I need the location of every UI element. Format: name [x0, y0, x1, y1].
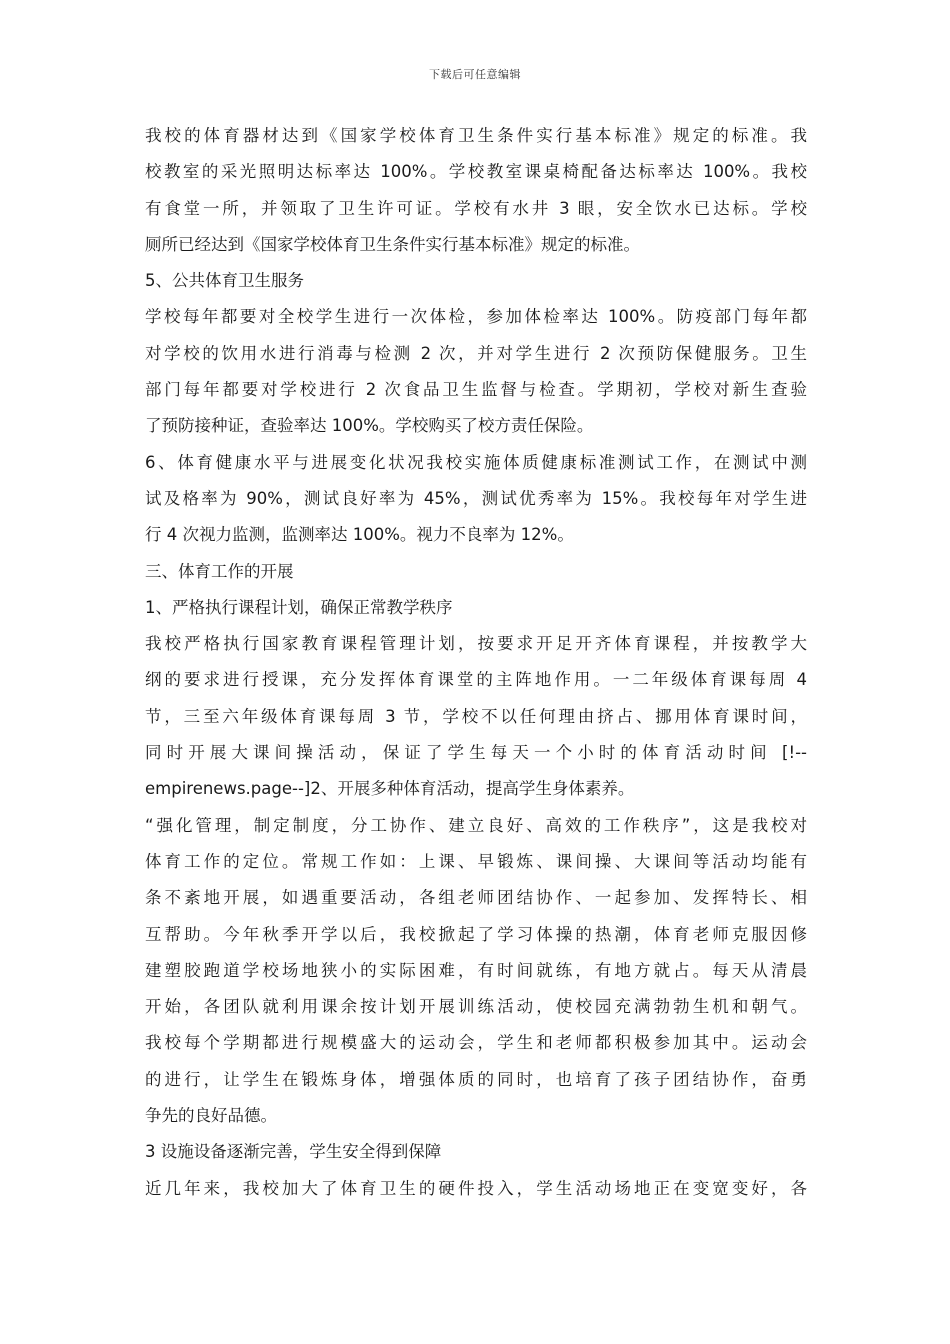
paragraph-line: 6、体育健康水平与进展变化状况我校实施体质健康标准测试工作，在测试中测 — [145, 452, 807, 472]
paragraph-line: 节，三至六年级体育课每周 3 节，学校不以任何理由挤占、挪用体育课时间， — [145, 706, 807, 726]
section-heading-line: 3 设施设备逐渐完善，学生安全得到保障 — [145, 1142, 442, 1162]
paragraph-line: empirenews.page--]2、开展多种体育活动，提高学生身体素养。 — [145, 779, 635, 799]
paragraph-line: 厕所已经达到《国家学校体育卫生条件实行基本标准》规定的标准。 — [145, 234, 640, 254]
paragraph-line: “强化管理，制定制度，分工协作、建立良好、高效的工作秩序”，这是我校对 — [145, 815, 807, 835]
paragraph-line: 对学校的饮用水进行消毒与检测 2 次，并对学生进行 2 次预防保健服务。卫生 — [145, 343, 807, 363]
paragraph-line: 互帮助。今年秋季开学以后，我校掀起了学习体操的热潮，体育老师克服因修 — [145, 924, 807, 944]
paragraph-line: 同时开展大课间操活动，保证了学生每天一个小时的体育活动时间 [!-- — [145, 743, 807, 763]
paragraph-line: 校教室的采光照明达标率达 100%。学校教室课桌椅配备达标率达 100%。我校 — [145, 162, 807, 182]
paragraph-line: 试及格率为 90%，测试良好率为 45%，测试优秀率为 15%。我校每年对学生进 — [145, 488, 807, 508]
page-header-note: 下载后可任意编辑 — [429, 68, 521, 81]
paragraph-line: 的进行，让学生在锻炼身体，增强体质的同时，也培育了孩子团结协作，奋勇 — [145, 1069, 807, 1089]
section-heading-line: 5、公共体育卫生服务 — [145, 271, 304, 291]
paragraph-line: 我校严格执行国家教育课程管理计划，按要求开足开齐体育课程，并按教学大 — [145, 634, 807, 654]
document-body — [145, 118, 807, 1207]
paragraph-line: 争先的良好品德。 — [145, 1106, 277, 1126]
paragraph-line: 有食堂一所，并领取了卫生许可证。学校有水井 3 眼，安全饮水已达标。学校 — [145, 198, 807, 218]
paragraph-line: 部门每年都要对学校进行 2 次食品卫生监督与检查。学期初，学校对新生查验 — [145, 380, 807, 400]
paragraph-line: 纲的要求进行授课，充分发挥体育课堂的主阵地作用。一二年级体育课每周 4 — [145, 670, 807, 690]
paragraph-line: 了预防接种证，查验率达 100%。学校购买了校方责任保险。 — [145, 416, 594, 436]
section-heading-line: 三、体育工作的开展 — [145, 561, 294, 581]
paragraph-line: 近几年来，我校加大了体育卫生的硬件投入，学生活动场地正在变宽变好，各 — [145, 1178, 807, 1198]
paragraph-line: 学校每年都要对全校学生进行一次体检，参加体检率达 100%。防疫部门每年都 — [145, 307, 807, 327]
paragraph-line: 建塑胶跑道学校场地狭小的实际困难，有时间就练，有地方就占。每天从清晨 — [145, 960, 807, 980]
paragraph-line: 开始，各团队就利用课余按计划开展训练活动，使校园充满勃勃生机和朝气。 — [145, 997, 807, 1017]
paragraph-line: 体育工作的定位。常规工作如：上课、早锻炼、课间操、大课间等活动均能有 — [145, 851, 807, 871]
paragraph-line: 行 4 次视力监测，监测率达 100%。视力不良率为 12%。 — [145, 525, 574, 545]
section-heading-line: 1、严格执行课程计划，确保正常教学秩序 — [145, 597, 453, 617]
paragraph-line: 条不紊地开展，如遇重要活动，各组老师团结协作、一起参加、发挥特长、相 — [145, 888, 807, 908]
paragraph-line: 我校每个学期都进行规模盛大的运动会，学生和老师都积极参加其中。运动会 — [145, 1033, 807, 1053]
paragraph-line: 我校的体育器材达到《国家学校体育卫生条件实行基本标准》规定的标准。我 — [145, 126, 807, 145]
